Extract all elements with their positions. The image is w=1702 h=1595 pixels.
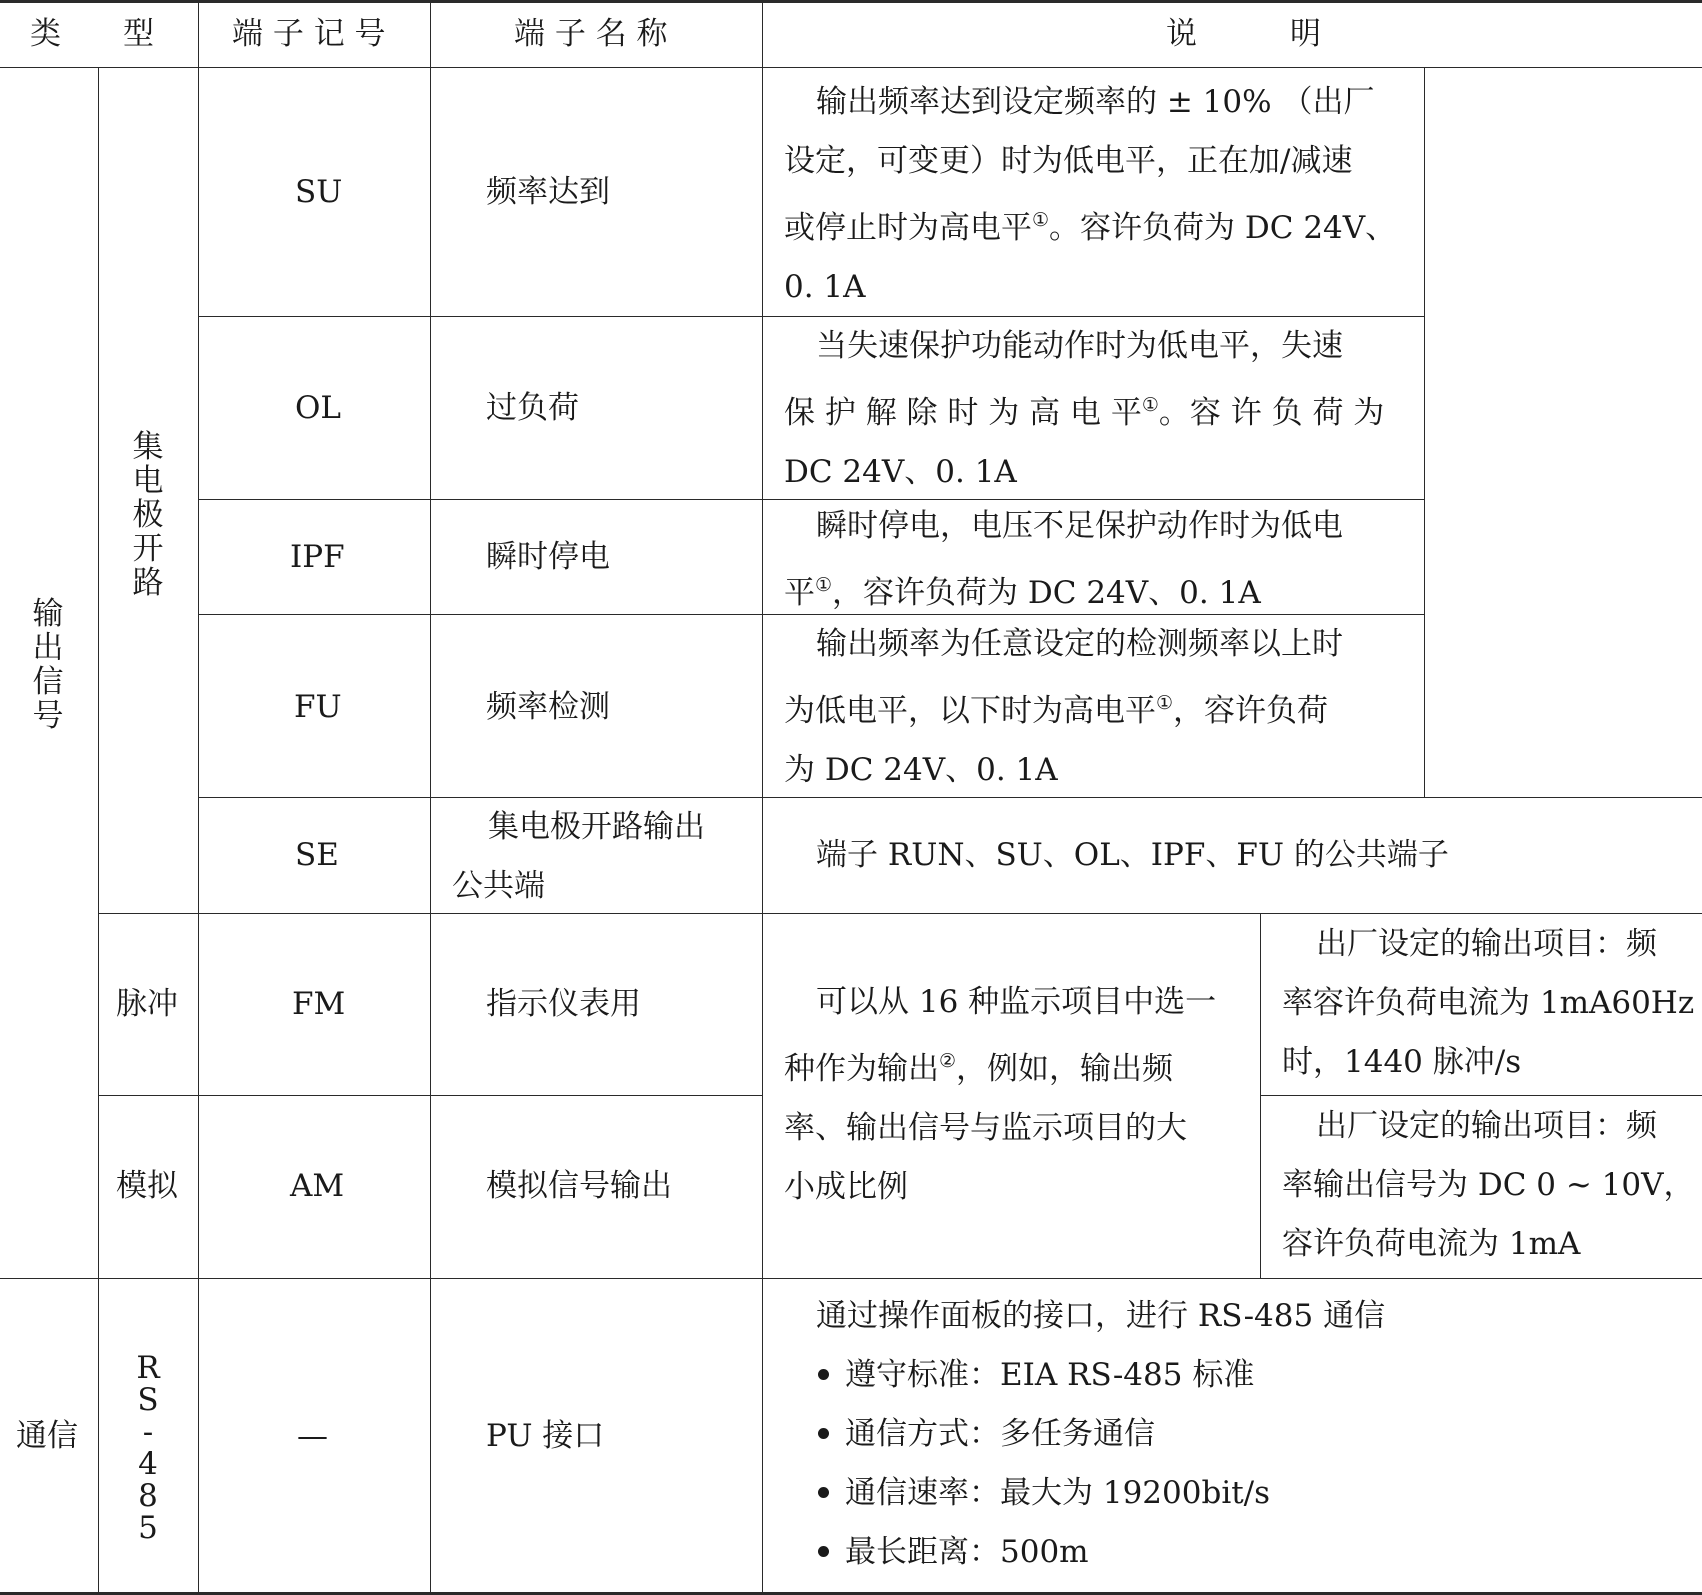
row-line-fm-factory [1260, 1095, 1702, 1096]
group-output-signal: 输 出 信 号 [32, 596, 64, 734]
header-name: 端 子 名 称 [514, 16, 668, 52]
row-line-fm [98, 1095, 762, 1096]
name-ol: 过负荷 [486, 390, 579, 426]
header-bottom-rule [0, 67, 1702, 68]
list-item: 最长距离：500m [784, 1523, 1684, 1582]
desc-fu: 输出频率为任意设定的检测频率以上时 为低电平，以下时为高电平①，容许负荷 为 DC 24V、0. 1A [784, 626, 1343, 788]
code-su: SU [295, 174, 343, 210]
group-analog: 模拟 [116, 1168, 178, 1204]
group-pulse: 脉冲 [116, 986, 178, 1022]
name-se: 集电极开路输出 公共端 [452, 809, 705, 904]
factory-fm: 出厂设定的输出项目：频 率容许负荷电流为 1mA60Hz 时，1440 脉冲/s [1282, 926, 1695, 1080]
row-line-se [98, 913, 1702, 914]
bullet-icon [818, 1546, 829, 1557]
name-pu: PU 接口 [486, 1418, 605, 1454]
list-item: 遵守标准：EIA RS-485 标准 [784, 1346, 1684, 1405]
code-fu: FU [294, 689, 342, 725]
group-communication: 通信 [16, 1418, 78, 1454]
desc-se: 端子 RUN、SU、OL、IPF、FU 的公共端子 [816, 837, 1449, 873]
group-open-collector: 集 电 极 开 路 [132, 429, 164, 601]
bullet-icon [818, 1369, 829, 1380]
desc-ipf: 瞬时停电，电压不足保护动作时为低电 平①，容许负荷为 DC 24V、0. 1A [784, 508, 1343, 611]
code-am: AM [290, 1168, 345, 1204]
note-2: ② [939, 1050, 957, 1072]
note-1: ① [1032, 209, 1050, 231]
header-code: 端 子 记 号 [232, 16, 386, 52]
name-fu: 频率检测 [486, 689, 610, 725]
note-1: ① [815, 574, 833, 596]
col-line-subtype [98, 67, 99, 1595]
code-pu: — [297, 1418, 328, 1454]
header-desc: 说 明 [1166, 16, 1321, 52]
desc-su: 输出频率达到设定频率的 ± 10% （出厂 设定，可变更）时为低电平，正在加/减速 或停止时为高电平①。容许负荷为 DC 24V、 0. 1A [784, 84, 1397, 305]
list-item: 通信方式：多任务通信 [784, 1405, 1684, 1464]
name-am: 模拟信号输出 [486, 1168, 672, 1204]
name-fm: 指示仪表用 [486, 986, 641, 1022]
desc-fm-am: 可以从 16 种监示项目中选一 种作为输出②，例如，输出频 率、输出信号与监示项目的大 小成比例 [784, 984, 1217, 1205]
code-ipf: IPF [290, 539, 345, 575]
code-ol: OL [295, 390, 342, 426]
list-item: 通信速率：最大为 19200bit/s [784, 1464, 1684, 1523]
bullet-icon [818, 1428, 829, 1439]
col-line-desc-right [1424, 67, 1425, 797]
note-1: ① [1141, 394, 1159, 416]
desc-pu: 通过操作面板的接口，进行 RS-485 通信 遵守标准：EIA RS-485 标准 通信方式：多任务通信 通信速率：最大为 19200bit/s 最长距离：500m [784, 1287, 1684, 1582]
bullet-icon [818, 1487, 829, 1498]
table-top-rule [0, 0, 1702, 3]
row-line-am [0, 1278, 1702, 1279]
group-rs485: R S - 4 8 5 [136, 1350, 160, 1546]
code-fm: FM [292, 986, 346, 1022]
desc-ol: 当失速保护功能动作时为低电平，失速 保 护 解 除 时 为 高 电 平①。容 许 负 荷 为 DC 24V、0. 1A [784, 328, 1385, 490]
name-ipf: 瞬时停电 [486, 539, 610, 575]
name-su: 频率达到 [486, 174, 610, 210]
header-type: 类 型 [30, 16, 154, 52]
factory-am: 出厂设定的输出项目：频 率输出信号为 DC 0 ~ 10V， 容许负荷电流为 1mA [1282, 1108, 1695, 1262]
code-se: SE [295, 837, 339, 873]
note-1: ① [1156, 692, 1174, 714]
